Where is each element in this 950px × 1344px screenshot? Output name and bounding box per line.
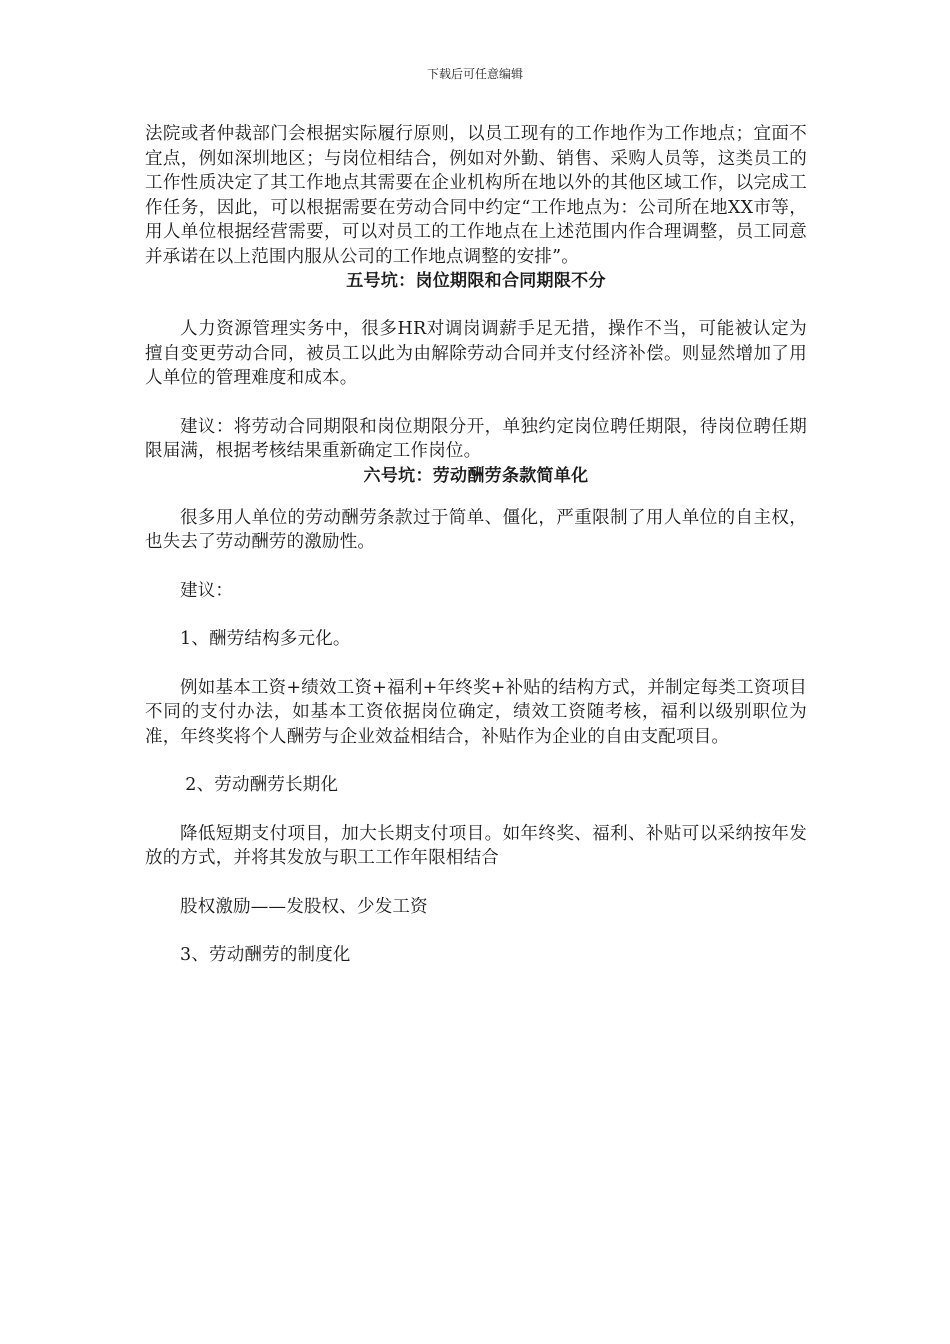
list-item-2: 2、劳动酬劳长期化: [185, 775, 339, 795]
list-item-1: 1、酬劳结构多元化。: [180, 629, 351, 649]
page-header: 下载后可任意编辑: [426, 67, 523, 81]
list-item-3: 3、劳动酬劳的制度化: [180, 945, 351, 965]
section-5-suggestion: 建议：将劳动合同期限和岗位期限分开，单独约定岗位聘任期限，待岗位聘任期限届满，根据考核结果重新确定工作岗位。: [145, 416, 807, 461]
section-6-heading: 六号坑：劳动酬劳条款简单化: [363, 465, 589, 486]
section-6-suggestion-label: 建议：: [180, 580, 234, 601]
section-5-heading: 五号坑：岗位期限和合同期限不分: [346, 271, 606, 291]
section-6-paragraph-longterm: 降低短期支付项目，加大长期支付项目。如年终奖、福利、补贴可以采纳按年发放的方式，并将其发放与职工工作年限相结合: [145, 823, 807, 868]
section-6-equity-line: 股权激励——发股权、少发工资: [180, 896, 428, 917]
section-6-paragraph-1: 很多用人单位的劳动酬劳条款过于简单、僵化，严重限制了用人单位的自主权，也失去了劳动酬劳的激励性。: [145, 507, 807, 552]
document-body: [145, 122, 807, 968]
section-5-paragraph-1: 人力资源管理实务中，很多HR对调岗调薪手足无措，操作不当，可能被认定为擅自变更劳动合同，被员工以此为由解除劳动合同并支付经济补偿。则显然增加了用人单位的管理难度和成本。: [145, 319, 807, 388]
intro-paragraph: 法院或者仲裁部门会根据实际履行原则，以员工现有的工作地作为工作地点；宜面不宜点，例如深圳地区；与岗位相结合，例如对外勤、销售、采购人员等，这类员工的工作性质决定了其工作地点其需要在企业机构所在地以外的其他区域工作，以完成工作任务，因此，可以根据需要在劳动合同中约定“工作地点为：公司所在地XX市等，用人单位根据经营需要，可以对员工的工作地点在上述范围内作合理调整，员工同意并承诺在以上范围内服从公司的工作地点调整的安排”。: [145, 124, 807, 267]
section-6-paragraph-structure: 例如基本工资+绩效工资+福利+年终奖+补贴的结构方式，并制定每类工资项目不同的支付办法，如基本工资依据岗位确定，绩效工资随考核，福利以级别职位为准，年终奖将个人酬劳与企业效益相结合，补贴作为企业的自由支配项目。: [145, 677, 807, 747]
